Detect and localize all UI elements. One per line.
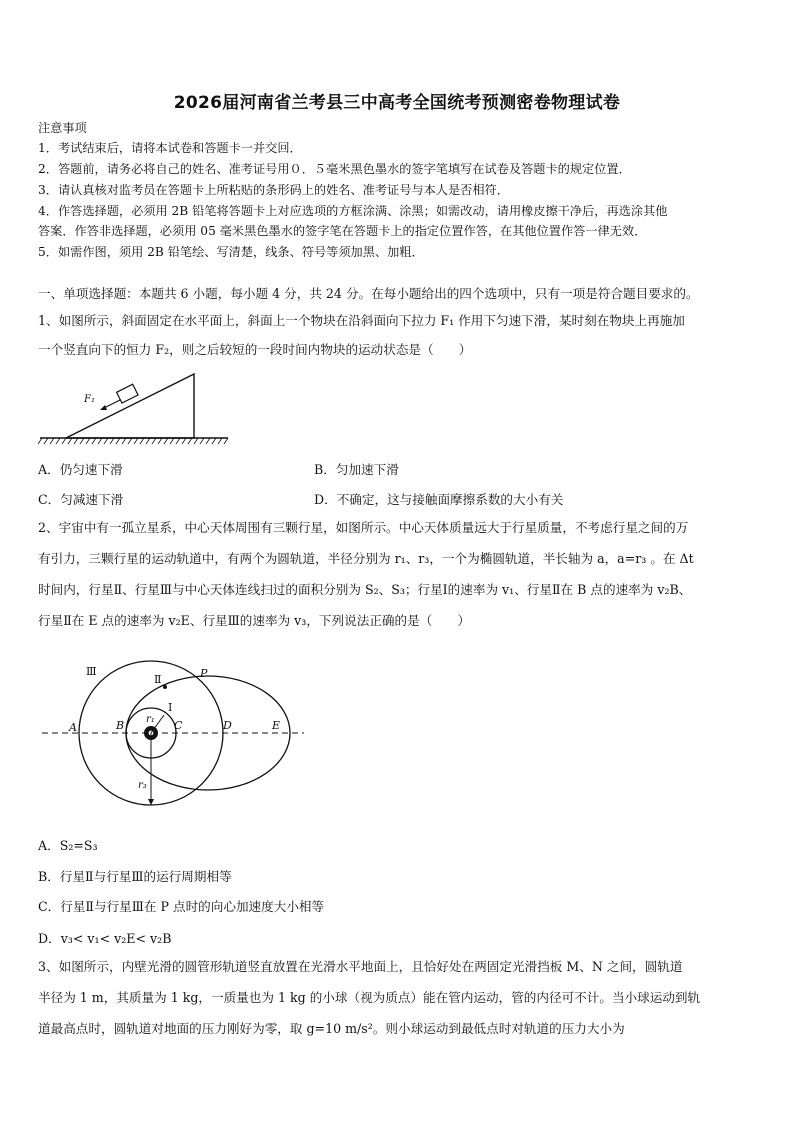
question-1-line: 1、如图所示，斜面固定在水平面上，斜面上一个物块在沿斜面向下拉力 F₁ 作用下匀速下滑，某时刻在物块上再施加 (38, 313, 685, 328)
point-p-label: P (200, 667, 208, 680)
point-b-label: B (116, 719, 125, 732)
option-a: A．仍匀速下滑 (38, 462, 123, 477)
question-3-line: 3、如图所示，内壁光滑的圆管形轨道竖直放置在光滑水平地面上，且恰好处在两固定光滑挡板 M、N 之间，圆轨道 (38, 959, 683, 974)
option-b: B．匀加速下滑 (314, 462, 399, 477)
notice-heading: 注意事项 (38, 121, 87, 135)
notice-item: 2．答题前，请务必将自己的姓名、准考证号用０．５毫米黑色墨水的签字笔填写在试卷及答题卡的规定位置． (38, 162, 631, 176)
option-d: D．不确定，这与接触面摩擦系数的大小有关 (314, 492, 564, 507)
option-b: B．行星Ⅱ与行星Ⅲ的运行周期相等 (38, 869, 232, 884)
notice-item: 4．作答选择题，必须用 2B 铅笔将答题卡上对应选项的方框涂满、涂黑；如需改动，请用橡皮擦干净后，再选涂其他 (38, 204, 668, 218)
orbit-diagram (38, 655, 308, 815)
orbit-label-2: Ⅱ (154, 673, 162, 686)
orbit-label-3: Ⅲ (86, 665, 97, 678)
question-2-line: 2、宇宙中有一孤立星系，中心天体周围有三颗行星，如图所示。中心天体质量远大于行星质量，不考虑行星之间的万 (38, 520, 689, 535)
question-2-line: 时间内，行星Ⅱ、行星Ⅲ与中心天体连线扫过的面积分别为 S₂、S₃；行星Ⅰ的速率为 v₁、行星Ⅱ在 B 点的速率为 v₂B、 (38, 582, 692, 597)
point-d-label: D (223, 719, 232, 732)
notice-item: 答案．作答非选择题，必须用 05 毫米黑色墨水的签字笔在答题卡上的指定位置作答，在其他位置作答一律无效． (38, 224, 647, 238)
question-2-line: 有引力，三颗行星的运动轨道中，有两个为圆轨道，半径分别为 r₁、r₃，一个为椭圆轨道，半长轴为 a，a=r₃ 。在 Δt (38, 551, 694, 566)
option-c: C．行星Ⅱ与行星Ⅲ在 P 点时的向心加速度大小相等 (38, 899, 325, 914)
question-1-line: 一个竖直向下的恒力 F₂，则之后较短的一段时间内物块的运动状态是（ ） (38, 342, 472, 357)
option-d: D．v₃< v₁< v₂E< v₂B (38, 931, 172, 946)
section-header: 一、单项选择题：本题共 6 小题，每小题 4 分，共 24 分。在每小题给出的四个选项中，只有一项是符合题目要求的。 (38, 286, 699, 301)
incline-diagram (38, 370, 238, 446)
point-e-label: E (272, 719, 281, 732)
option-a: A．S₂=S₃ (38, 838, 98, 853)
radius-r1-label: r₁ (146, 714, 155, 725)
question-3-line: 半径为 1 m，其质量为 1 kg，一质量也为 1 kg 的小球（视为质点）能在管内运动，管的内径可不计。当小球运动到轨 (38, 990, 701, 1005)
point-c-label: C (174, 719, 183, 732)
orbit-label-1: Ⅰ (168, 701, 173, 714)
notice-item: 3．请认真核对监考员在答题卡上所粘贴的条形码上的姓名、准考证号与本人是否相符． (38, 183, 509, 197)
option-c: C．匀减速下滑 (38, 492, 124, 507)
question-2-line: 行星Ⅱ在 E 点的速率为 v₂E、行星Ⅲ的速率为 v₃，下列说法正确的是（ ） (38, 613, 471, 628)
question-3-line: 道最高点时，圆轨道对地面的压力刚好为零，取 g=10 m/s²。则小球运动到最低点时对轨道的压力大小为 (38, 1021, 625, 1036)
force-label: F₁ (84, 394, 95, 405)
notice-item: 1．考试结束后，请将本试卷和答题卡一并交回． (38, 141, 302, 155)
point-a-label: A (69, 721, 77, 734)
page-title: 2026届河南省兰考县三中高考全国统考预测密卷物理试卷 (173, 93, 621, 113)
notice-item: 5．如需作图，须用 2B 铅笔绘、写清楚，线条、符号等须加黑、加粗． (38, 245, 424, 259)
radius-r3-label: r₃ (138, 780, 147, 791)
